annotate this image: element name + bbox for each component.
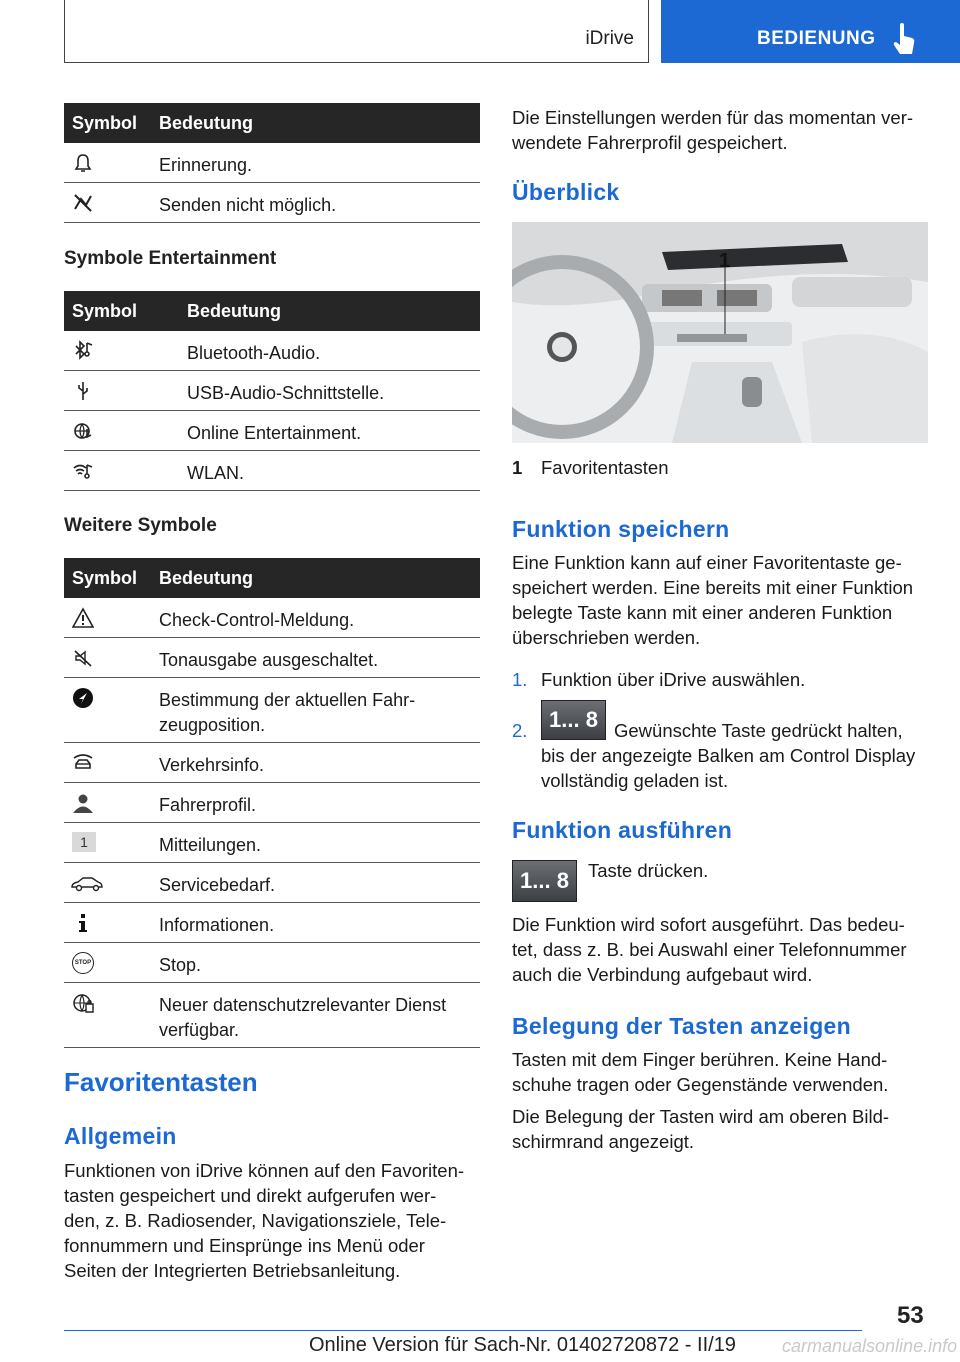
symbols-table-1 xyxy=(64,103,480,223)
message-count-icon xyxy=(72,832,96,852)
row-meaning: Online Entertainment. xyxy=(187,423,362,443)
row-meaning: Erinnerung. xyxy=(159,155,253,175)
key-label: 1... 8 xyxy=(549,707,598,732)
text-line: Funktionen von iDrive können auf den Favoriten‐ xyxy=(64,1160,465,1181)
table-header xyxy=(64,103,480,143)
entertainment-heading: Symbole Entertainment xyxy=(64,248,277,269)
bell-icon xyxy=(72,152,94,174)
pointing-hand-icon xyxy=(893,22,917,56)
warning-triangle-icon xyxy=(72,607,94,629)
table-row xyxy=(64,451,480,491)
row-meaning: Check-Control-Meldung. xyxy=(159,610,355,630)
table-row xyxy=(64,678,480,743)
car-service-icon xyxy=(70,872,104,894)
text-line: Die Belegung der Tasten wird am oberen Bild‐ xyxy=(512,1106,890,1127)
ueberblick-heading: Überblick xyxy=(512,179,620,205)
online-entertainment-icon xyxy=(72,420,94,442)
key-label: 1... 8 xyxy=(520,868,569,893)
text-line: Eine Funktion kann auf einer Favoritentaste ge‐ xyxy=(512,552,902,573)
dashboard-illustration xyxy=(512,222,928,443)
step2-line1: Gewünschte Taste gedrückt halten, xyxy=(614,720,903,741)
stop-icon-text: STOP xyxy=(74,960,92,966)
row-meaning-cont: verfügbar. xyxy=(159,1020,240,1040)
page-number: 53 xyxy=(897,1302,924,1329)
row-meaning: Mitteilungen. xyxy=(159,835,262,855)
table-header xyxy=(64,291,480,331)
text-line: schuhe tragen oder Gegenstände verwenden. xyxy=(512,1074,889,1095)
text-line: tet, dass z. B. bei Auswahl einer Telefonnummer xyxy=(512,939,907,960)
allgemein-text xyxy=(64,1158,484,1283)
col-symbol-header: Symbol xyxy=(72,567,138,588)
step2-number: 2. xyxy=(512,720,528,741)
table-row xyxy=(64,983,480,1048)
row-meaning: Bestimmung der aktuellen Fahr- xyxy=(159,690,416,710)
bluetooth-audio-icon xyxy=(72,340,94,362)
footer-online-version: Online Version für Sach-Nr. 01402720872 - II/19 xyxy=(309,1334,736,1356)
send-disabled-icon xyxy=(72,192,94,214)
favorite-key-image xyxy=(512,860,577,902)
row-meaning: Fahrerprofil. xyxy=(159,795,257,815)
ausfuehren-text xyxy=(512,912,942,987)
header-section-title: iDrive xyxy=(585,28,634,49)
table-row xyxy=(64,863,480,903)
ausfuehren-heading: Funktion ausführen xyxy=(512,817,733,843)
table-row xyxy=(64,331,480,371)
step2-line3: vollständig geladen ist. xyxy=(541,770,729,791)
text-line: tasten gespeichert und direkt aufgerufen wer‐ xyxy=(64,1185,437,1206)
text-line: den, z. B. Radiosender, Navigationsziele, Tele‐ xyxy=(64,1210,447,1231)
speaker-muted-icon xyxy=(72,647,94,669)
watermark: carmanualsonline.info xyxy=(782,1336,958,1356)
legend-text: Favoritentasten xyxy=(541,457,669,478)
driver-profile-icon xyxy=(72,792,94,814)
text-line: schirmrand angezeigt. xyxy=(512,1131,695,1152)
row-meaning: Informationen. xyxy=(159,915,275,935)
text-line: auch die Verbindung aufgebaut wird. xyxy=(512,964,813,985)
photo-callout-number: 1 xyxy=(719,250,731,272)
text-line: speichert werden. Eine bereits mit einer Funktion xyxy=(512,577,914,598)
header-chapter-title: BEDIENUNG xyxy=(757,28,876,49)
step1-text: Funktion über iDrive auswählen. xyxy=(541,669,806,690)
row-meaning: WLAN. xyxy=(187,463,245,483)
table-row xyxy=(64,411,480,451)
table-row xyxy=(64,183,480,223)
table-row xyxy=(64,783,480,823)
col-meaning-header: Bedeutung xyxy=(187,300,281,321)
table-row xyxy=(64,371,480,411)
col-symbol-header: Symbol xyxy=(72,112,138,133)
allgemein-heading: Allgemein xyxy=(64,1123,177,1149)
legend-number: 1 xyxy=(512,457,523,478)
position-arrow-icon xyxy=(72,687,94,709)
favoritentasten-heading: Favoritentasten xyxy=(64,1067,258,1097)
info-icon xyxy=(72,912,94,934)
row-meaning: USB-Audio-Schnittstelle. xyxy=(187,383,385,403)
dashboard-photo xyxy=(512,222,928,443)
weitere-heading: Weitere Symbole xyxy=(64,515,217,536)
footer-divider xyxy=(64,1330,862,1331)
table-row xyxy=(64,638,480,678)
text-line: Die Einstellungen werden für das momentan ver‐ xyxy=(512,107,914,128)
text-line: Seiten der Integrierten Betriebsanleitung. xyxy=(64,1260,401,1281)
step1-number: 1. xyxy=(512,669,528,690)
text-line: Tasten mit dem Finger berühren. Keine Hand‐ xyxy=(512,1049,888,1070)
text-line: wendete Fahrerprofil gespeichert. xyxy=(512,132,788,153)
usb-icon xyxy=(72,380,94,402)
message-count-value: 1 xyxy=(80,834,88,850)
row-meaning: Verkehrsinfo. xyxy=(159,755,265,775)
privacy-service-icon xyxy=(72,992,94,1014)
favorite-key-image-small xyxy=(541,700,606,740)
header-chapter-tab xyxy=(661,0,960,63)
ausfuehren-short: Taste drücken. xyxy=(588,860,709,881)
header-section-box xyxy=(64,0,649,63)
traffic-info-icon xyxy=(72,752,94,774)
row-meaning: Bluetooth-Audio. xyxy=(187,343,321,363)
table-row xyxy=(64,903,480,943)
row-meaning: Stop. xyxy=(159,955,202,975)
table-row xyxy=(64,943,480,983)
step2-line2: bis der angezeigte Balken am Control Display xyxy=(541,745,916,766)
row-meaning: Tonausgabe ausgeschaltet. xyxy=(159,650,379,670)
speichern-text xyxy=(512,550,942,650)
row-meaning: Neuer datenschutzrelevanter Dienst xyxy=(159,995,447,1015)
col-meaning-header: Bedeutung xyxy=(159,112,253,133)
table-row xyxy=(64,598,480,638)
stop-icon xyxy=(72,952,94,974)
row-meaning-cont: zeugposition. xyxy=(159,715,266,735)
table-row xyxy=(64,823,480,863)
text-line: überschrieben werden. xyxy=(512,627,701,648)
table-row xyxy=(64,743,480,783)
col-symbol-header: Symbol xyxy=(72,300,138,321)
text-line: fonnummern und Einsprünge ins Menü oder xyxy=(64,1235,425,1256)
table-header xyxy=(64,558,480,598)
row-meaning: Senden nicht möglich. xyxy=(159,195,337,215)
wlan-icon xyxy=(72,460,94,482)
row-meaning: Servicebedarf. xyxy=(159,875,276,895)
belegung-heading: Belegung der Tasten anzeigen xyxy=(512,1013,851,1039)
speichern-heading: Funktion speichern xyxy=(512,516,730,542)
belegung-text-1 xyxy=(512,1047,942,1097)
weitere-table xyxy=(64,558,480,1048)
table-row xyxy=(64,143,480,183)
entertainment-table xyxy=(64,291,480,491)
col-meaning-header: Bedeutung xyxy=(159,567,253,588)
text-line: belegte Taste kann mit einer anderen Funktion xyxy=(512,602,893,623)
text-line: Die Funktion wird sofort ausgeführt. Das bedeu‐ xyxy=(512,914,905,935)
intro-text xyxy=(512,105,942,155)
belegung-text-2 xyxy=(512,1104,942,1154)
